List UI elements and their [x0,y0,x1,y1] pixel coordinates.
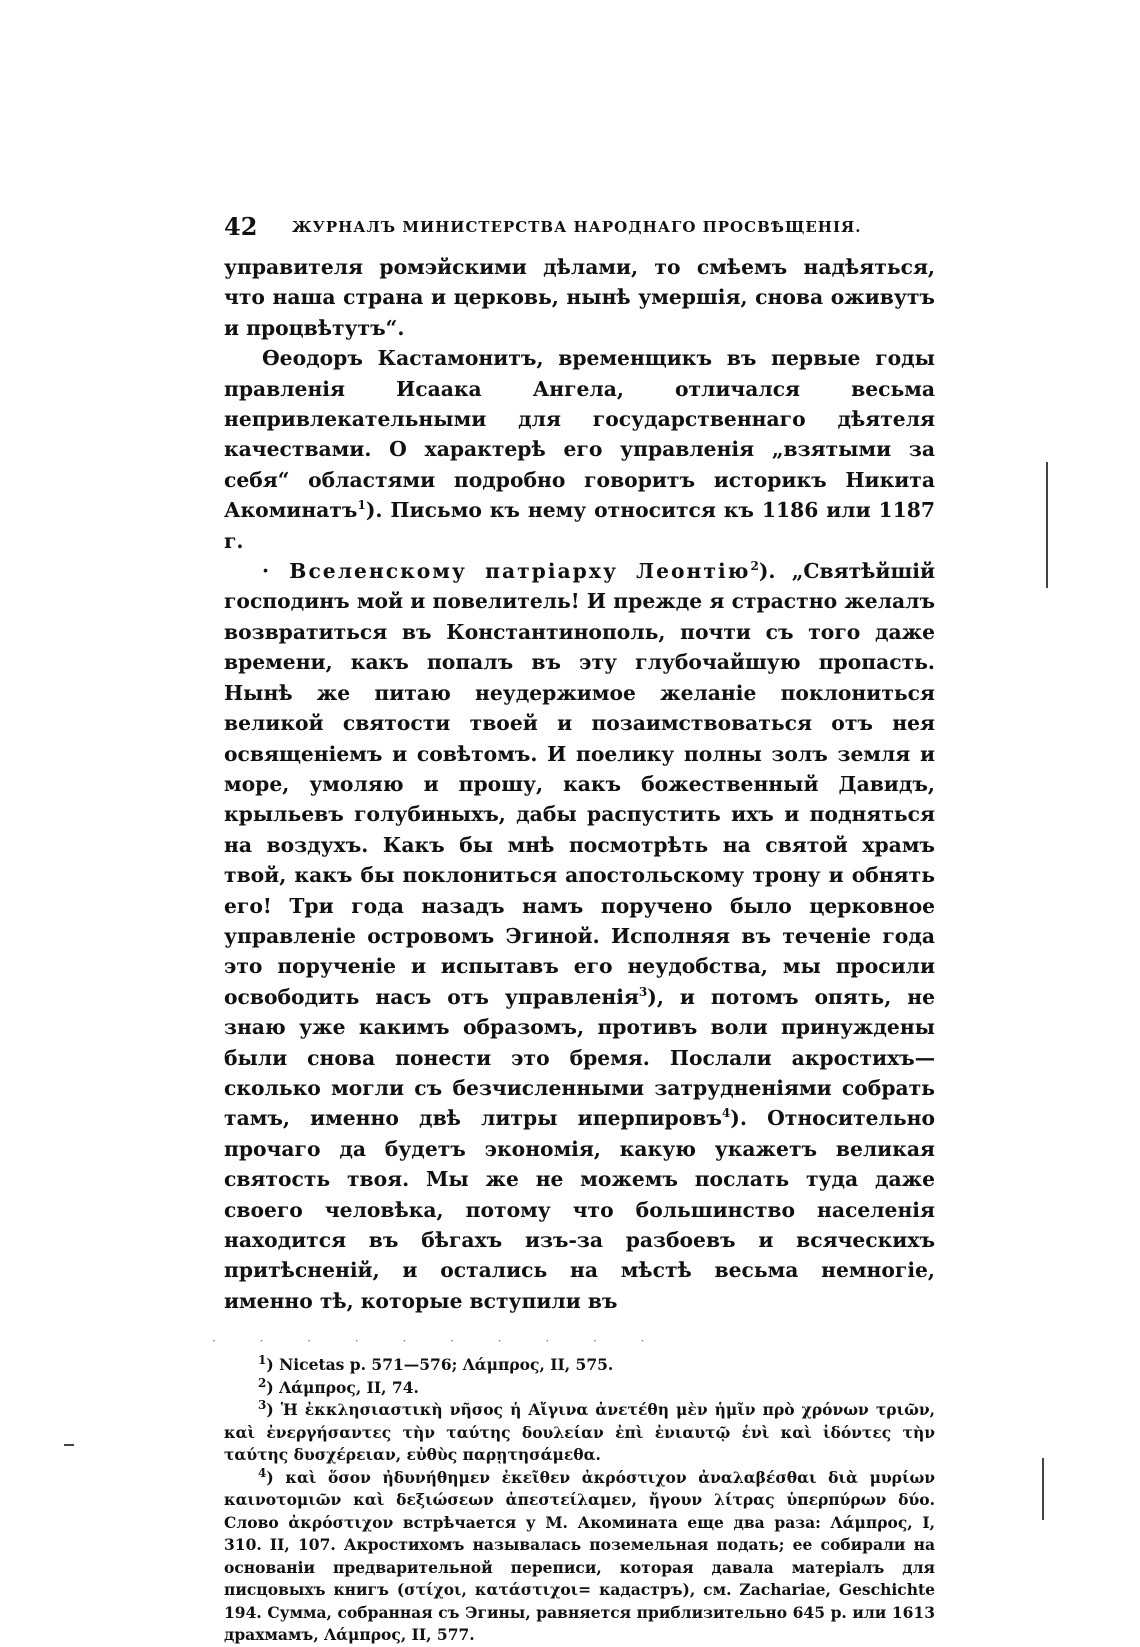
letter-heading: · Вселенскому патріарху Леонтію [262,559,751,584]
paragraph-2 [224,343,935,556]
footnotes [224,1354,935,1647]
footnote-4-text: καὶ ὅσον ἠδυνήθημεν ἐκεῖθεν ἀκρόστιχον ἀναλαβέσθαι διὰ μυρίων καινοτομιῶν καὶ δεξιώσεων ἀπεστείλαμεν, ἤγουν λίτρας ὑπερπύρων δύο. Слово ἀκρόστιχον встрѣчается у М. Акомината еще два раза: Λάμπρος, I, 310. II, 107. Акростихомъ называлась поземельная подать; ее собирали на основаніи предварительной переписи, которая давала матеріалъ для писцовыхъ книгъ (στίχοι, κατάστιχοι= кадастръ), см. Zachariae, Geschichte 194. Сумма, собранная съ Эгины, равняется приблизительно 645 р. или 1613 драхмамъ, Λάμπρος, II, 577. [224,1467,935,1645]
footnote-1: $^1$) Nicetas p. 571—576; Λάμπρος, II, 575. [258,1353,614,1375]
paragraph-3-part-b: ), и потомъ опять, не знаю уже какимъ образомъ, противъ воли принуждены были снова понести это бремя. Послали акростихъ—сколько могли съ безчисленными затрудненіями собрать тамъ, именно двѣ литры иперпировъ [224,984,935,1131]
paragraph-3 [224,556,935,1316]
footnote-3: $^3$) Ἡ ἐκκλησιαστικὴ νῆσος ἡ Αἴγινα ἀνετέθη μὲν ἡμῖν πρὸ χρόνων τριῶν, καὶ ἐνεργήσαντες τὴν ταύτης δουλείαν ἐπὶ ἐνιαυτῷ ἑνὶ καὶ ἰδόντες τὴν ταύτης δυσχέρειαν, εὐθὺς παρῃτησάμεθα. [224,1398,935,1465]
footnote-2-text: Λάμπρος, II, 74. [279,1377,419,1397]
paragraph-3-part-a: ). „Святѣйшій господинъ мой и повелитель! И прежде я страстно желалъ возвратиться въ Константинополь, почти съ того даже времени, какъ попалъ въ эту глубочайшую пропасть. Нынѣ же питаю неудержимое желаніе поклониться великой святости твоей и позаимствоваться отъ нея освященіемъ и совѣтомъ. И поелику полны золъ земля и море, умоляю и прошу, какъ божественный Давидъ, крыльевъ голубиныхъ, дабы распустить ихъ и подняться на воздухъ. Какъ бы мнѣ посмотрѣть на святой храмъ твой, какъ бы поклониться апостольскому трону и обнять его! Три года назадъ намъ поручено было церковное управленіе островомъ Эгиной. Исполняя въ теченіе года это порученіе и испытавъ его неудобства, мы просили освободить насъ отъ управленія [224,559,936,1009]
scan-edge-mark-left [64,1444,74,1446]
page [212,212,936,1647]
separator: · · · · · · · · · · [212,1334,665,1349]
footnote-1-mark: 1 [258,1353,267,1368]
paragraph-2-end: ). Письмо къ нему относится къ 1186 или 1187 г. [224,498,935,553]
running-header [224,212,935,242]
paragraph-3-part-c: ). Относительно прочаго да будетъ экономія, какую укажетъ великая святость твоя. Мы же не можемъ послать туда даже своего человѣка, потому что большинство населенія находится въ бѣгахъ изъ-за разбоевъ и всяческихъ притѣсненій, и остались на мѣстѣ весьма немногіе, именно тѣ, которые вступили въ [224,1106,935,1313]
footnote-ref-2: 2 [750,559,759,574]
footnote-ref-1: 1 [357,498,366,513]
scan-edge-mark-right [1046,462,1048,588]
footnote-ref-3: 3 [638,984,648,999]
footnote-3-text: Ἡ ἐκκλησιαστικὴ νῆσος ἡ Αἴγινα ἀνετέθη μὲν ἡμῖν πρὸ χρόνων τριῶν, καὶ ἐνεργήσαντες τὴν ταύτης δουλείαν ἐπὶ ἐνιαυτῷ ἑνὶ καὶ ἰδόντες τὴν ταύτης δυσχέρειαν, εὐθὺς παρῃτησάμεθα. [224,1400,935,1465]
journal-title: ЖУРНАЛЪ МИНИСТЕРСТВА НАРОДНАГО ПРОСВѢЩЕНІЯ. [292,218,862,236]
main-text [224,252,935,1316]
scan-edge-mark-bottom-right [1042,1458,1044,1520]
paragraph-1-text: управителя ромэйскими дѣлами, то смѣемъ надѣяться, что наша страна и церковь, нынѣ умершія, снова оживутъ и процвѣтутъ“. [224,255,935,340]
footnote-4-mark: 4 [258,1465,267,1480]
footnote-2: $^2$) Λάμπρος, II, 74. [258,1375,419,1397]
footnote-2-mark: 2 [258,1375,267,1390]
footnote-4: $^4$) καὶ ὅσον ἠδυνήθημεν ἐκεῖθεν ἀκρόστιχον ἀναλαβέσθαι διὰ μυρίων καινοτομιῶν καὶ δεξιώσεων ἀπεστείλαμεν, ἤγουν λίτρας ὑπερπύρων δύο. Слово ἀκρόστιχον встрѣчается у М. Акомината еще два раза: Λάμπρος, I, 310. II, 107. Акростихомъ называлась поземельная подать; ее собирали на основаніи предварительной переписи, которая давала матеріалъ для писцовыхъ книгъ (στίχοι, κατάστιχοι= кадастръ), см. Zachariae, Geschichte 194. Сумма, собранная съ Эгины, равняется приблизительно 645 р. или 1613 драхмамъ, Λάμπρος, II, 577. [224,1465,935,1645]
footnote-ref-4: 4 [721,1106,731,1121]
footnote-1-text: Nicetas p. 571—576; Λάμπρος, II, 575. [279,1355,614,1375]
page-number: 42 [224,212,258,241]
paragraph-1 [224,252,935,343]
footnote-3-mark: 3 [258,1398,267,1413]
paragraph-2-text: Ѳеодоръ Кастамонитъ, временщикъ въ первые годы правленія Исаака Ангела, отличался весьма непривлекательными для государственнаго дѣятеля качествами. О характерѣ его управленія „взятыми за себя“ областями подробно говоритъ историкъ Никита Акоминатъ [224,346,935,523]
